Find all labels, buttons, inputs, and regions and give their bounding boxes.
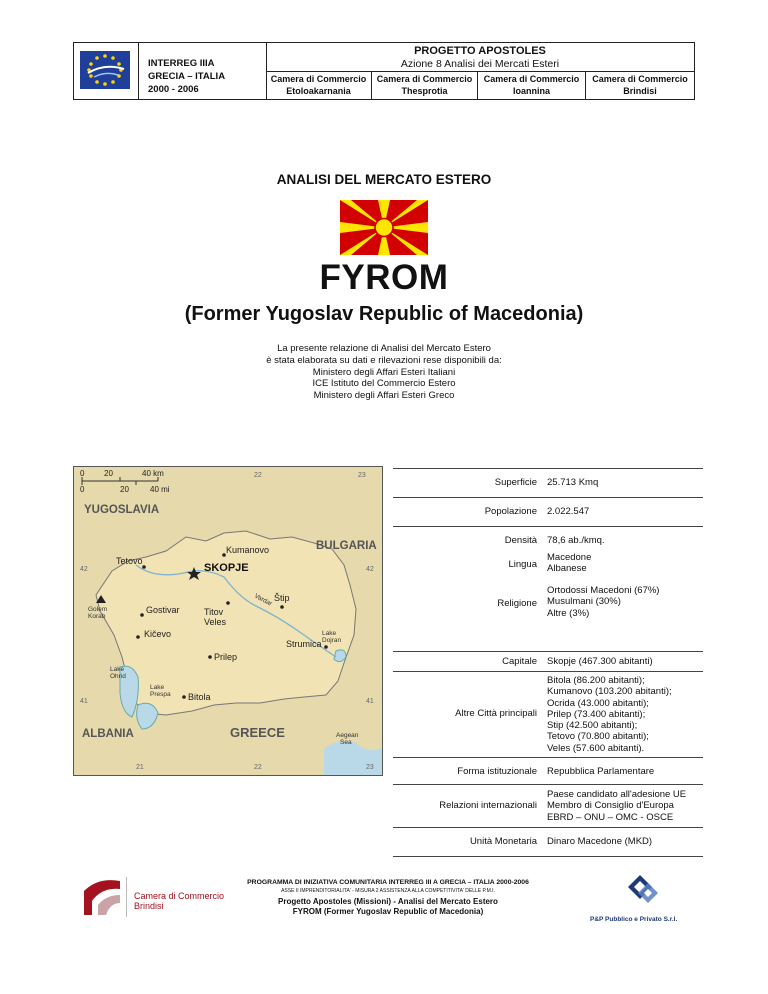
facts-row (393, 672, 703, 758)
country-full-name: (Former Yugoslav Republic of Macedonia) (184, 303, 584, 325)
facts-label: Popolazione (484, 506, 537, 517)
footer-line2: ASSE II IMPRENDITORIALITA' - MISURA 2 ASSISTENZA ALLA COMPETITIVITA' DELLE P.M.I. (281, 888, 495, 894)
facts-row (393, 652, 703, 672)
country-title: FYROM (319, 258, 449, 297)
grid-label: 42 (366, 566, 374, 573)
facts-value: 78,6 ab./kmq. (547, 535, 605, 546)
chamber-label: Camera di Commercio (376, 74, 473, 84)
scale-km-40: 40 km (142, 469, 164, 478)
facts-row (393, 498, 703, 527)
scale-mi-40: 40 mi (150, 485, 170, 494)
intro-text (0, 343, 768, 402)
eu-flag-icon (74, 43, 136, 97)
facts-label: Forma istituzionale (457, 766, 537, 777)
grid-label: 22 (254, 472, 262, 479)
intro-line: La presente relazione di Analisi del Mercato Estero (277, 343, 491, 354)
facts-value-line: EBRD – ONU – OMC - OSCE (547, 811, 674, 823)
country-facts-table (393, 468, 703, 857)
city-prilep: Prilep (214, 652, 238, 662)
macedonia-flag-icon (340, 200, 428, 255)
intro-line: Ministero degli Affari Esteri Greco (313, 390, 455, 402)
city-skopje: SKOPJE (204, 562, 249, 574)
facts-value: 25.713 Kmq (547, 477, 599, 488)
city-veles: Veles (204, 617, 227, 627)
intro-line: è stata elaborata su dati e rilevazioni rese disponibili da: (266, 354, 502, 366)
chamber-city: Ioannina (512, 86, 550, 96)
facts-row (393, 828, 703, 857)
facts-row (393, 785, 703, 828)
chamber-cell (372, 71, 478, 99)
chamber-cell (478, 71, 586, 99)
scale-mi-20: 20 (120, 485, 129, 494)
city-tetovo: Tetovo (116, 556, 143, 566)
country-bulgaria: BULGARIA (316, 540, 377, 552)
city-kicevo: Kičevo (144, 629, 172, 639)
aegean-sea-label: Sea (340, 739, 352, 746)
footer-line1: PROGRAMMA DI INIZIATIVA COMUNITARIA INTERREG III A GRECIA – ITALIA 2000-2006 (247, 879, 529, 886)
program-line: 2000 - 2006 (148, 84, 199, 95)
facts-value (547, 675, 703, 754)
chamber-label: Camera di Commercio (483, 74, 580, 84)
grid-label: 41 (80, 698, 88, 705)
project-cell (266, 43, 694, 72)
facts-value (547, 789, 703, 823)
facts-value-line: Bitola (86.200 abitanti); (547, 675, 645, 686)
facts-value: Repubblica Parlamentare (547, 766, 655, 777)
facts-value-line: Veles (57.600 abitanti). (547, 742, 645, 754)
facts-value: Dinaro Macedone (MKD) (547, 836, 653, 847)
footer-text (220, 879, 556, 916)
scale-km-20: 20 (104, 469, 113, 478)
pubblico-privato-logo (588, 871, 700, 929)
interreg-logo-cell (74, 43, 139, 99)
chamber-city: Etoloakarnania (286, 86, 351, 96)
facts-label: Unità Monetaria (469, 836, 537, 847)
country-greece: GREECE (230, 725, 285, 740)
grid-label: 21 (136, 764, 144, 771)
facts-value-line: Tetovo (70.800 abitanti); (547, 731, 649, 743)
lake-ohrid-name: Ohrid (110, 673, 126, 680)
program-line: INTERREG IIIA (148, 58, 215, 69)
facts-row (393, 527, 703, 652)
footer-line3: Progetto Apostoles (Missioni) - Analisi del Mercato Estero (278, 897, 498, 906)
project-title: PROGETTO APOSTOLES (414, 45, 546, 57)
golem-label: Golem (88, 606, 108, 613)
facts-value-line: Paese candidato all'adesione UE (547, 789, 687, 800)
lake-dojran-name: Dojran (322, 637, 342, 644)
camera-commercio-brindisi-logo (78, 871, 238, 921)
facts-value (547, 585, 703, 619)
facts-value-line: Membro di Consiglio d'Europa (547, 800, 674, 812)
grid-label: 22 (254, 764, 262, 771)
facts-value-line: Ortodossi Macedoni (67%) (547, 585, 660, 596)
aegean-label: Aegean (336, 732, 359, 739)
logo-left-line2: Brindisi (134, 901, 164, 911)
program-line: GRECIA – ITALIA (148, 71, 226, 82)
city-bitola: Bitola (188, 692, 211, 702)
facts-label: Relazioni internazionali (439, 800, 537, 811)
chamber-city: Brindisi (623, 86, 657, 96)
facts-label: Superficie (494, 477, 537, 488)
grid-label: 23 (358, 472, 366, 479)
grid-label: 42 (80, 566, 88, 573)
facts-value-line: Stip (42.500 abitanti); (547, 720, 638, 732)
country-map (73, 466, 383, 776)
chamber-label: Camera di Commercio (592, 74, 688, 84)
facts-row (393, 468, 703, 498)
analysis-title: ANALISI DEL MERCATO ESTERO (276, 172, 492, 187)
lake-prespa-name: Prespa (150, 691, 171, 698)
chamber-label: Camera di Commercio (270, 74, 367, 84)
facts-value-line: Altre (3%) (547, 607, 590, 619)
city-strumica: Strumica (286, 639, 322, 649)
city-kumanovo: Kumanovo (226, 545, 270, 555)
scale-mi-0: 0 (80, 485, 85, 494)
scale-km-0: 0 (80, 469, 85, 478)
country-yugoslavia: YUGOSLAVIA (84, 504, 160, 516)
city-gostivar: Gostivar (146, 605, 180, 615)
facts-value-line: Ocrida (43.000 abitanti); (547, 697, 649, 709)
grid-label: 41 (366, 698, 374, 705)
facts-value (547, 552, 703, 575)
facts-value-line: Musulmani (30%) (547, 596, 621, 608)
lake-prespa-label: Lake (150, 684, 165, 691)
country-albania: ALBANIA (82, 728, 134, 740)
facts-value-line: Kumanovo (103.200 abitanti); (547, 686, 672, 698)
chamber-cell (266, 71, 372, 99)
project-subtitle: Azione 8 Analisi dei Mercati Esteri (400, 58, 560, 70)
facts-label: Altre Città principali (455, 708, 537, 719)
logo-left-line1: Camera di Commercio (134, 891, 225, 901)
header-table (73, 42, 695, 100)
interreg-cell (138, 43, 267, 99)
grid-label: 23 (366, 764, 374, 771)
lake-dojran-label: Lake (322, 630, 337, 637)
facts-value: Skopje (467.300 abitanti) (547, 656, 653, 667)
facts-value-line: Albanese (547, 563, 587, 575)
facts-value: 2.022.547 (547, 506, 590, 517)
chamber-cell (586, 71, 694, 99)
city-titov: Titov (204, 607, 224, 617)
city-stip: Štip (274, 593, 290, 603)
korab-label: Korab (88, 613, 106, 620)
lake-ohrid-label: Lake (110, 666, 125, 673)
facts-row (393, 758, 703, 785)
facts-value-line: Macedone (547, 552, 592, 563)
intro-line: ICE Istituto del Commercio Estero (312, 378, 456, 390)
facts-value-line: Prilep (73.400 abitanti); (547, 708, 646, 720)
vardar-label: Vardar (253, 592, 274, 608)
intro-line: Ministero degli Affari Esteri Italiani (312, 366, 456, 378)
footer-line4: FYROM (Former Yugoslav Republic of Macedonia) (292, 907, 484, 916)
facts-label: Capitale (502, 656, 537, 667)
facts-label: Densità (504, 535, 537, 546)
facts-label: Religione (497, 598, 537, 609)
chamber-city: Thesprotia (401, 86, 448, 96)
facts-label: Lingua (508, 559, 537, 570)
logo-right-text: P&P Pubblico e Privato S.r.l. (590, 916, 678, 923)
